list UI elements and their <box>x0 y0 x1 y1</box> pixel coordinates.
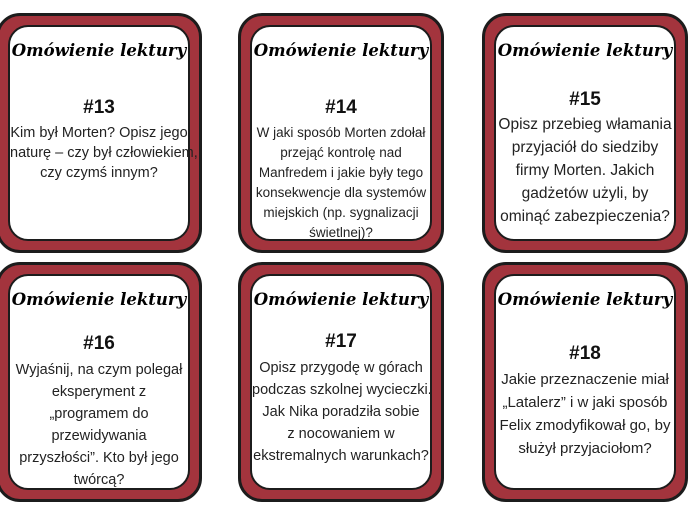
question-card-16 <box>0 262 202 502</box>
card-face <box>250 25 432 241</box>
card-title: Omówienie lektury <box>11 290 187 309</box>
question-card-13 <box>0 13 202 253</box>
card-face <box>8 274 190 490</box>
card-title: Omówienie lektury <box>497 41 673 60</box>
question-number: #15 <box>569 89 601 110</box>
question-number: #17 <box>325 331 357 352</box>
question-text: Jakie przeznaczenie miał „Latalerz” i w jaki sposób Felix zmodyfikował go, by służył przyjaciołom? <box>499 371 671 457</box>
question-card-15 <box>482 13 688 253</box>
question-text: W jaki sposób Morten zdołał przejąć kontrolę nad Manfredem i jakie były tego konsekwencje dla systemów miejskich (np. sygnalizacji świetlnej)? <box>255 125 427 240</box>
card-title: Omówienie lektury <box>497 290 673 309</box>
question-number: #16 <box>83 333 115 354</box>
question-text: Kim był Morten? Opisz jego naturę – czy był człowiekiem, czy czymś innym? <box>10 125 198 181</box>
card-face <box>494 25 676 241</box>
question-number: #13 <box>83 97 115 118</box>
question-card-18 <box>482 262 688 502</box>
question-card-17 <box>238 262 444 502</box>
question-text: Opisz przebieg włamania przyjaciół do siedziby firmy Morten. Jakich gadżetów użyli, by ominąć zabezpieczenia? <box>498 116 672 225</box>
card-title: Omówienie lektury <box>253 290 429 309</box>
card-title: Omówienie lektury <box>11 41 187 60</box>
question-text: Wyjaśnij, na czym polegał eksperyment z „programem do przewidywania przyszłości”. Kto był jego twórcą? <box>15 362 183 488</box>
card-face <box>250 274 432 490</box>
question-text: Opisz przygodę w górach podczas szkolnej wycieczki. Jak Nika poradziła sobie z nocowaniem w ekstremalnych warunkach? <box>252 360 432 464</box>
card-title: Omówienie lektury <box>253 41 429 60</box>
card-face <box>494 274 676 490</box>
question-number: #18 <box>569 343 601 364</box>
question-number: #14 <box>325 97 357 118</box>
card-face <box>8 25 198 241</box>
question-card-14 <box>238 13 444 253</box>
